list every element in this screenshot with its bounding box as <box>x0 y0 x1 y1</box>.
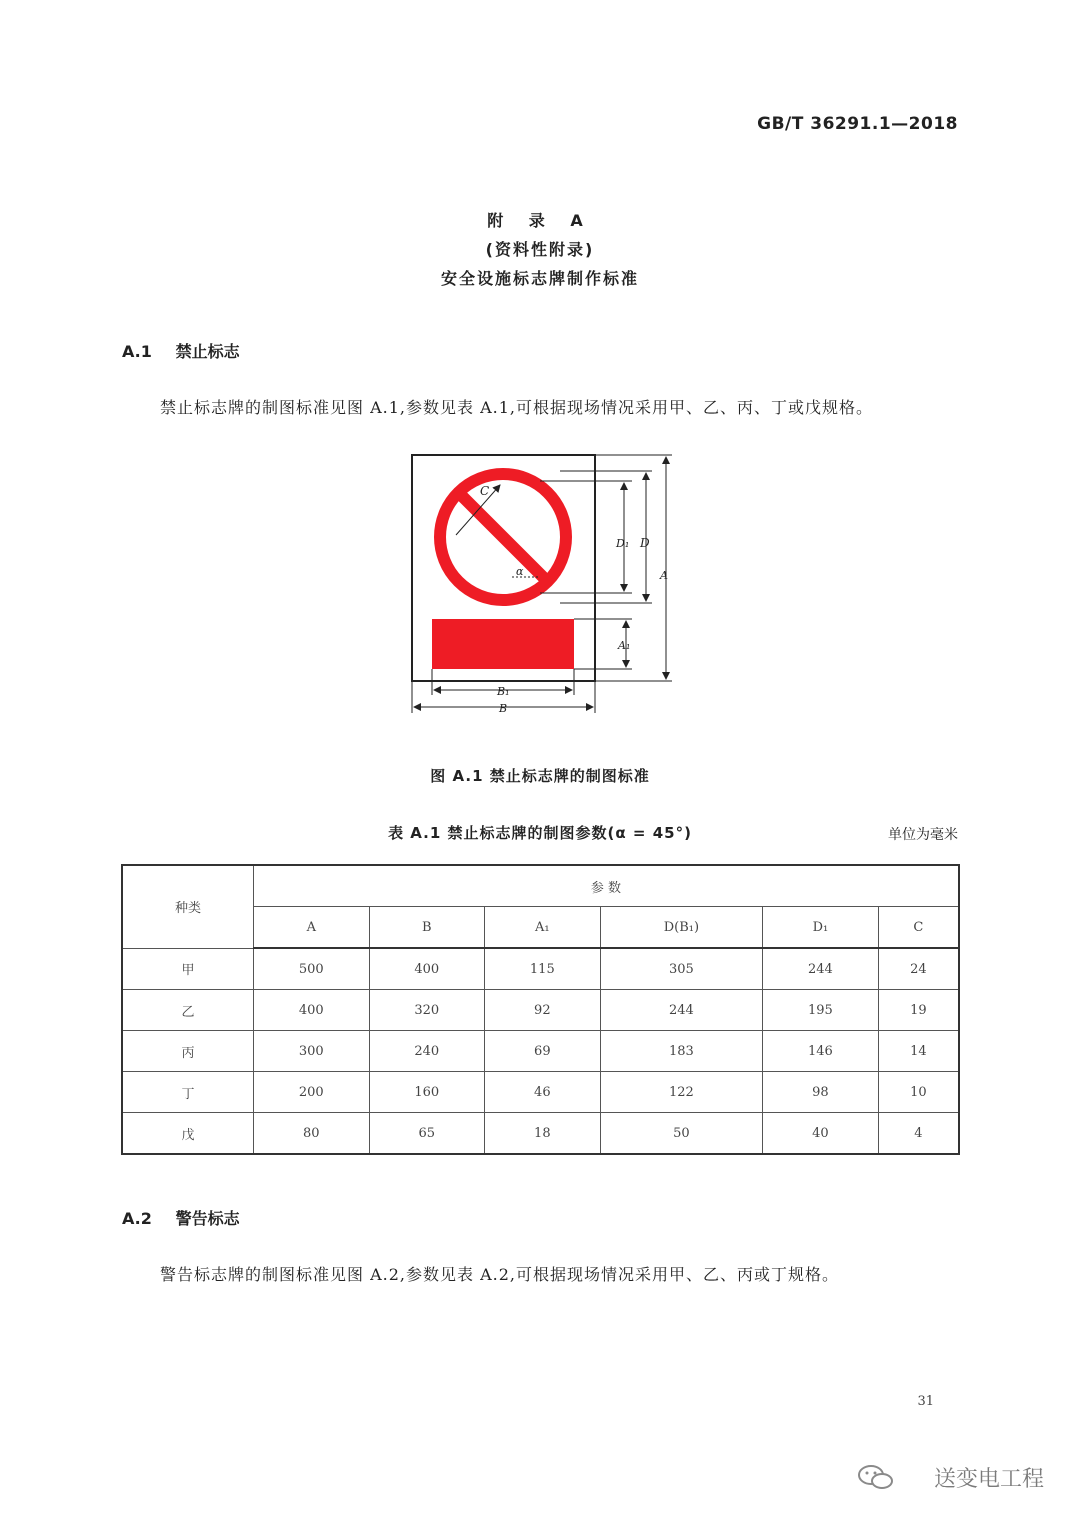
watermark: 送变电工程 <box>933 1467 1044 1492</box>
value-cell: 240 <box>369 1031 485 1072</box>
value-cell: 19 <box>878 990 959 1031</box>
section-title: 禁止标志 <box>175 342 240 361</box>
value-cell: 160 <box>369 1072 485 1113</box>
value-cell: 24 <box>878 948 959 990</box>
section-title: 警告标志 <box>175 1209 240 1228</box>
value-cell: 14 <box>878 1031 959 1072</box>
parameter-table <box>121 864 960 1155</box>
column-header: D₁ <box>763 907 879 949</box>
section-number: A.2 <box>122 1209 152 1228</box>
table-row <box>122 990 959 1031</box>
kind-cell: 戊 <box>122 1113 254 1155</box>
value-cell: 92 <box>485 990 601 1031</box>
section-a1-heading <box>122 339 240 362</box>
section-a1-paragraph: 禁止标志牌的制图标准见图 A.1,参数见表 A.1,可根据现场情况采用甲、乙、丙、丁或戊规格。 <box>160 398 873 417</box>
label-alpha: α <box>516 565 524 578</box>
table-unit: 单位为毫米 <box>888 827 958 843</box>
section-number: A.1 <box>122 342 152 361</box>
label-b: B <box>499 702 508 715</box>
value-cell: 500 <box>254 948 370 990</box>
column-header: D(B₁) <box>600 907 763 949</box>
table-row <box>122 1031 959 1072</box>
value-cell: 320 <box>369 990 485 1031</box>
label-a1: A₁ <box>618 639 631 652</box>
value-cell: 98 <box>763 1072 879 1113</box>
kind-cell: 丁 <box>122 1072 254 1113</box>
value-cell: 10 <box>878 1072 959 1113</box>
table-row <box>122 1072 959 1113</box>
value-cell: 69 <box>485 1031 601 1072</box>
column-header: C <box>878 907 959 949</box>
value-cell: 400 <box>369 948 485 990</box>
text-panel <box>432 619 574 669</box>
value-cell: 195 <box>763 990 879 1031</box>
label-b1: B₁ <box>497 685 510 698</box>
params-group-header: 参 数 <box>254 865 960 907</box>
wechat-icon <box>856 1462 896 1492</box>
label-d: D <box>640 536 650 550</box>
value-cell: 50 <box>600 1113 763 1155</box>
value-cell: 244 <box>600 990 763 1031</box>
value-cell: 244 <box>763 948 879 990</box>
table-row <box>122 948 959 990</box>
value-cell: 183 <box>600 1031 763 1072</box>
page-number: 31 <box>917 1394 934 1409</box>
label-a: A <box>660 569 668 582</box>
standard-code: GB/T 36291.1—2018 <box>757 114 958 134</box>
kind-cell: 甲 <box>122 948 254 990</box>
value-cell: 300 <box>254 1031 370 1072</box>
value-cell: 40 <box>763 1113 879 1155</box>
value-cell: 115 <box>485 948 601 990</box>
table-caption: 表 A.1 禁止标志牌的制图参数(α = 45°) <box>388 824 692 842</box>
value-cell: 122 <box>600 1072 763 1113</box>
label-c: C <box>480 484 490 498</box>
value-cell: 305 <box>600 948 763 990</box>
column-header: A <box>254 907 370 949</box>
value-cell: 146 <box>763 1031 879 1072</box>
value-cell: 200 <box>254 1072 370 1113</box>
value-cell: 80 <box>254 1113 370 1155</box>
value-cell: 400 <box>254 990 370 1031</box>
kind-header: 种类 <box>122 865 254 948</box>
table-row <box>122 1113 959 1155</box>
value-cell: 46 <box>485 1072 601 1113</box>
column-header: A₁ <box>485 907 601 949</box>
value-cell: 65 <box>369 1113 485 1155</box>
appendix-subtitle: (资料性附录) <box>485 240 595 259</box>
section-a2-heading <box>122 1206 240 1229</box>
kind-cell: 丙 <box>122 1031 254 1072</box>
prohibition-sign-figure <box>400 445 690 720</box>
figure-caption: 图 A.1 禁止标志牌的制图标准 <box>430 767 650 785</box>
appendix-name: 安全设施标志牌制作标准 <box>440 269 639 288</box>
value-cell: 4 <box>878 1113 959 1155</box>
kind-cell: 乙 <box>122 990 254 1031</box>
label-d1: D₁ <box>616 537 630 550</box>
section-a2-paragraph: 警告标志牌的制图标准见图 A.2,参数见表 A.2,可根据现场情况采用甲、乙、丙或丁规格。 <box>160 1265 839 1284</box>
value-cell: 18 <box>485 1113 601 1155</box>
appendix-title: 附 录 A <box>487 211 593 230</box>
column-header: B <box>369 907 485 949</box>
